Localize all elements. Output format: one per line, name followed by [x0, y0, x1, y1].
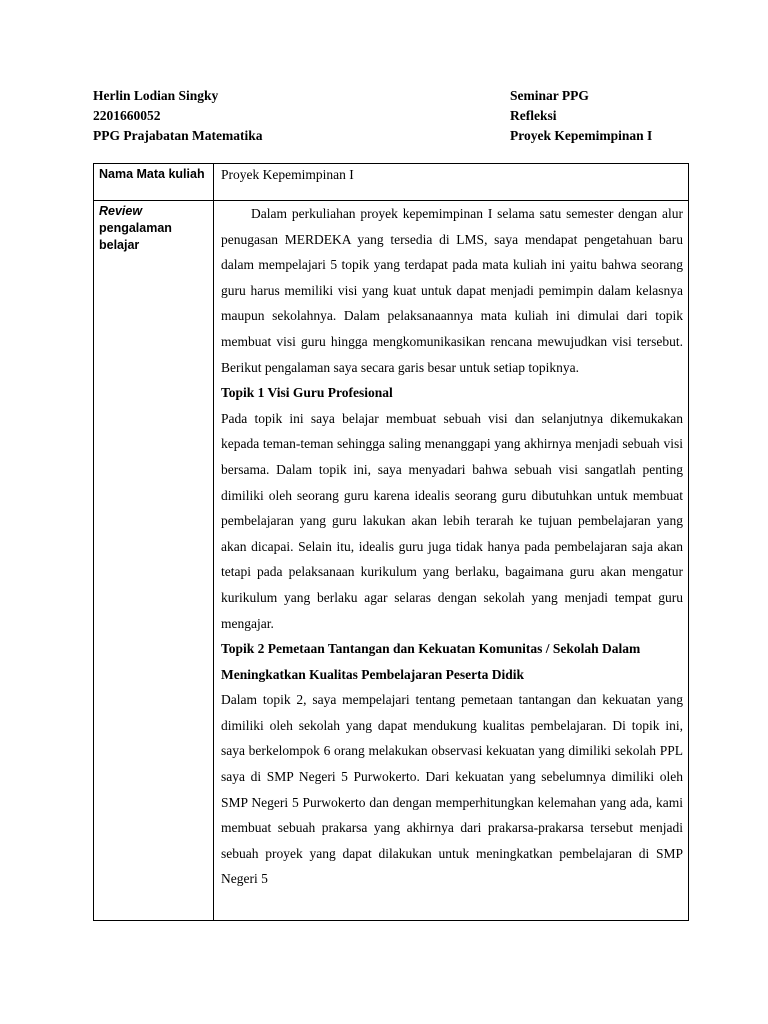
topic-2-heading: Topik 2 Pemetaan Tantangan dan Kekuatan Komunitas / Sekolah Dalam Meningkatkan Kualitas Pembelajaran Peserta Didik: [221, 641, 641, 682]
review-content-cell: [214, 201, 689, 921]
review-label: [94, 201, 214, 921]
document-type: Refleksi: [510, 108, 557, 123]
course-label: Nama Mata kuliah: [94, 164, 214, 201]
topic-2-paragraph: Dalam topik 2, saya mempelajari tentang pemetaan tantangan dan kekuatan yang dimiliki oleh sekolah yang dapat mendukung kualitas pembelajaran. Di topik ini, saya berkelompok 6 orang melakukan observasi kekuatan yang dimiliki sekolah PPL saya di SMP Negeri 5 Purwokerto. Dari kekuatan yang sebelumnya dimiliki oleh SMP Negeri 5 Purwokerto dan dengan memperhitungkan kelemahan yang ada, kami membuat sebuah prakarsa yang akhirnya dari prakarsa-prakarsa tersebut menjadi sebuah proyek yang dapat dilakukan untuk meningkatkan pembelajaran di SMP Negeri 5: [221, 692, 683, 887]
student-id: 2201660052: [93, 108, 161, 123]
course-type: Seminar PPG: [510, 88, 589, 103]
reflection-table: [93, 163, 689, 921]
review-row: [94, 201, 689, 921]
document-header: [93, 86, 693, 146]
review-label-rest: pengalaman belajar: [99, 221, 172, 252]
header-row-1: [93, 86, 693, 106]
review-content: [221, 201, 683, 920]
topic-1-heading: Topik 1 Visi Guru Profesional: [221, 385, 393, 401]
program-name: PPG Prajabatan Matematika: [93, 128, 263, 143]
intro-paragraph: Dalam perkuliahan proyek kepemimpinan I selama satu semester dengan alur penugasan MERDEKA yang tersedia di LMS, saya mendapat pengetahuan baru dalam mempelajari 5 topik yang terdapat pada mata kuliah ini yaitu bahwa seorang guru harus memiliki visi yang kuat untuk dapat menjadi pemimpin dalam kelasnya maupun sekolahnya. Dalam pelaksanaannya mata kuliah ini dimulai dari topik membuat visi guru hingga mengkomunikasikan rencana mewujudkan visi tersebut. Berikut pengalaman saya secara garis besar untuk setiap topiknya.: [221, 206, 683, 375]
author-name: Herlin Lodian Singky: [93, 88, 219, 103]
course-row: [94, 164, 689, 201]
header-row-2: [93, 106, 693, 126]
course-name: Proyek Kepemimpinan I: [510, 128, 653, 143]
topic-1-paragraph: Pada topik ini saya belajar membuat sebuah visi dan selanjutnya dikemukakan kepada teman-teman sehingga saling menanggapi yang akhirnya menjadi sebuah visi bersama. Dalam topik ini, saya menyadari bahwa sebuah visi sangatlah penting dimiliki oleh seorang guru karena idealis seorang guru dibutuhkan untuk membuat pembelajaran yang guru lakukan akan lebih terarah ke tujuan pembelajaran yang akan dicapai. Selain itu, idealis guru juga tidak hanya pada pembelajaran saja akan tetapi pada pelaksanaan kurikulum yang berlaku, bagaimana guru akan mengatur kurikulum yang berlaku agar selaras dengan sekolah yang menjadi tempat guru mengajar.: [221, 410, 683, 631]
review-label-italic: Review: [99, 204, 143, 218]
course-value: Proyek Kepemimpinan I: [214, 164, 689, 201]
header-row-3: [93, 126, 693, 146]
